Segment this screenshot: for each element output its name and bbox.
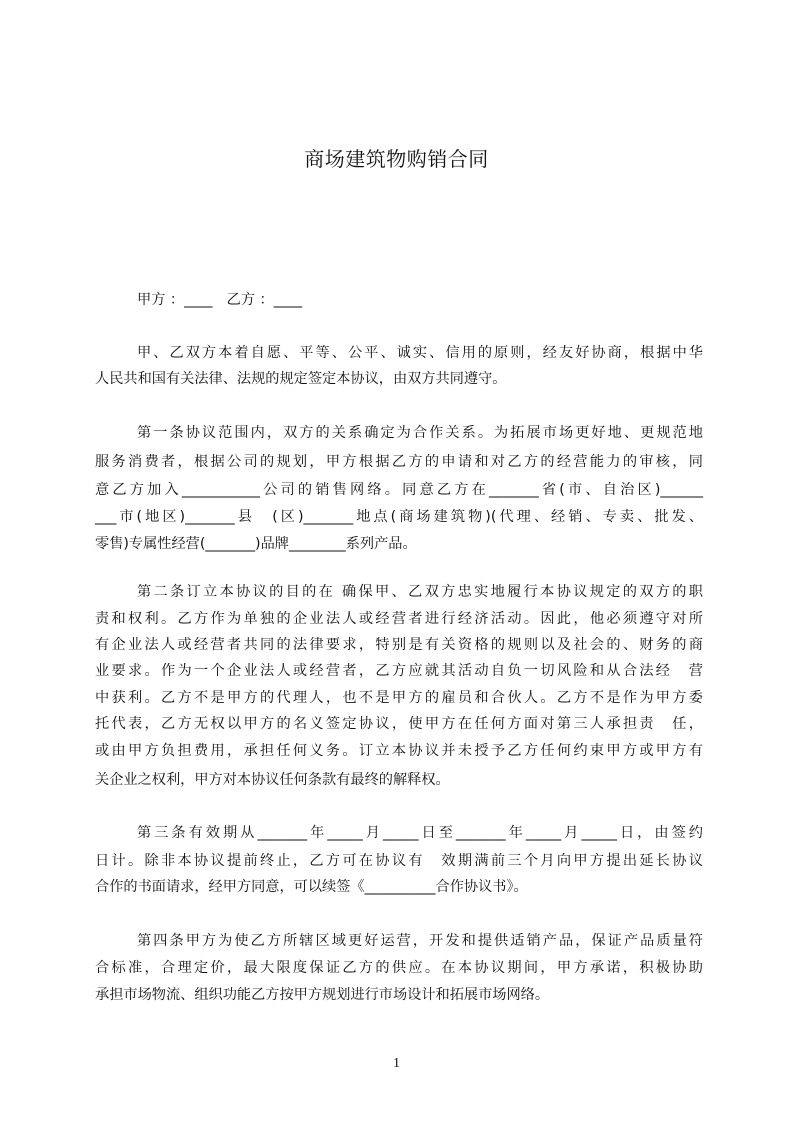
paragraph-line: 托代表，乙方无权以甲方的名义签定协议，使甲方在任何方面对第三人承担责 任， (95, 716, 703, 732)
paragraph-line: 意乙方加入___________公司的销售网络。同意乙方在_______省(市、自治区)______ (95, 482, 703, 498)
paragraph-line: 中获利。乙方不是甲方的代理人，也不是甲方的雇员和合伙人。乙方不是作为甲方委 (95, 690, 703, 706)
paragraph-line: 第一条协议范围内，双方的关系确定为合作关系。为拓展市场更好地、更规范地 (137, 425, 703, 441)
paragraph-line: 关企业之权利，甲方对本协议任何条款有最终的解释权。 (95, 772, 450, 788)
parties-line: 甲方 ：____ 乙方 ：____ (137, 292, 303, 308)
document-title: 商场建筑物购销合同 (304, 147, 489, 171)
paragraph-line: 或由甲方负担费用，承担任何义务。订立本协议并未授予乙方任何约束甲方或甲方有 (95, 743, 703, 759)
page-number: 1 (393, 1056, 400, 1071)
paragraph-line: 责和权利。乙方作为单独的企业法人或经营者进行经济活动。因此，他必须遵守对所 (95, 611, 703, 627)
paragraph-line: 日计。除非本协议提前终止，乙方可在协议有 效期满前三个月向甲方提出延长协议 (95, 853, 703, 869)
paragraph-line: 人民共和国有关法律、法规的规定签定本协议，由双方共同遵守。 (95, 371, 507, 387)
paragraph-line: 承担市场物流、组织功能乙方按甲方规划进行市场设计和拓展市场网络。 (95, 987, 550, 1003)
paragraph-line: 第四条甲方为使乙方所辖区域更好运营，开发和提供适销产品，保证产品质量符 (137, 933, 703, 949)
paragraph-line: 第三条有效期从_______年_____月_____日至_______年_____月_____日，由签约 (137, 825, 703, 841)
paragraph-line: 零售)专属性经营(_______)品牌________系列产品。 (95, 536, 417, 552)
paragraph-line: 甲、乙双方本着自愿、平等、公平、诚实、信用的原则，经友好协商，根据中华 (137, 345, 703, 361)
paragraph-line: 业要求。作为一个企业法人或经营者，乙方应就其活动自负一切风险和从合法经 营 (95, 663, 703, 679)
paragraph-line: 第二条订立本协议的目的在 确保甲、乙双方忠实地履行本协议规定的双方的职 (137, 584, 703, 600)
paragraph-line: 服务消费者，根据公司的规划，甲方根据乙方的申请和对乙方的经营能力的审核，同 (95, 454, 703, 470)
paragraph-line: 合作的书面请求，经甲方同意，可以续签《__________合作协议书》。 (95, 879, 528, 895)
paragraph-line: ___市(地区)_______县 (区)_______地点(商场建筑物)(代理、经销、专卖、批发、 (95, 509, 703, 525)
paragraph-line: 有企业法人或经营者共同的法律要求，特别是有关资格的规则以及社会的、财务的商 (95, 637, 703, 653)
paragraph-line: 合标准，合理定价，最大限度保证乙方的供应。在本协议期间，甲方承诺，积极协助 (95, 960, 703, 976)
